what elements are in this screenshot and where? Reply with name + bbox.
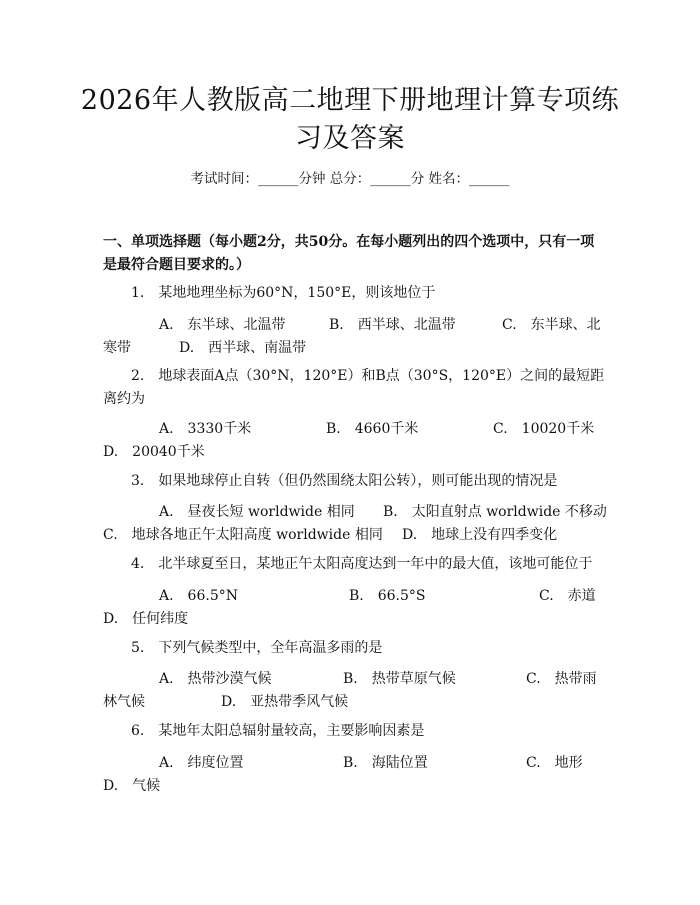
question-6-options [103, 752, 608, 798]
option-c-wrap: 寒带 [103, 340, 131, 356]
question-6-stem: 6. 某地年太阳总辐射量较高，主要影响因素是 [131, 723, 425, 739]
option-d: D. 地球上没有四季变化 [402, 527, 558, 543]
question-3-stem: 3. 如果地球停止自转（但仍然围绕太阳公转），则可能出现的情况是 [131, 473, 558, 489]
option-c-wrap: 林气候 [103, 694, 145, 710]
option-c: C. 赤道 [539, 588, 596, 604]
option-b: B. 66.5°S [349, 588, 426, 604]
option-a: A. 66.5°N [159, 588, 238, 604]
option-a: A. 热带沙漠气候 [159, 671, 272, 687]
option-d: D. 20040千米 [103, 444, 205, 460]
option-b: B. 热带草原气候 [343, 671, 456, 687]
question-2-options [103, 418, 608, 464]
option-c: C. 10020千米 [493, 421, 595, 437]
option-a: A. 3330千米 [159, 421, 252, 437]
question-2-stem: 2. 地球表面A点（30°N，120°E）和B点（30°S，120°E）之间的最短距离约为 [103, 368, 605, 407]
option-a: A. 昼夜长短 worldwide 相同 [159, 504, 355, 520]
option-a: A. 纬度位置 [159, 755, 244, 771]
question-5-options [103, 668, 608, 714]
question-5-stem: 5. 下列气候类型中，全年高温多雨的是 [131, 640, 383, 656]
exam-info-line: 考试时间：______分钟 总分：______分 姓名：______ [190, 171, 510, 187]
question-1-stem: 1. 某地地理坐标为60°N，150°E，则该地位于 [131, 285, 436, 301]
option-b: B. 4660千米 [326, 421, 419, 437]
question-4-options [103, 585, 608, 631]
option-d: D. 西半球、南温带 [179, 340, 307, 356]
option-c: C. 热带雨 [526, 671, 597, 687]
question-1-options [103, 314, 608, 360]
option-d: D. 任何纬度 [103, 611, 189, 627]
section-heading: 一、单项选择题（每小题2分，共50分。在每小题列出的四个选项中，只有一项是最符合题目要求的。） [103, 234, 595, 273]
option-c: C. 地形 [526, 755, 583, 771]
option-a: A. 东半球、北温带 [159, 317, 286, 333]
option-c: C. 地球各地正午太阳高度 worldwide 相同 [103, 527, 383, 543]
option-b: B. 海陆位置 [343, 755, 428, 771]
option-b: B. 西半球、北温带 [329, 317, 456, 333]
option-b: B. 太阳直射点 worldwide 不移动 [383, 504, 607, 520]
document-title: 2026年人教版高二地理下册地理计算专项练习及答案 [80, 85, 620, 154]
option-d: D. 气候 [103, 778, 161, 794]
question-3-options [103, 501, 608, 547]
question-4-stem: 4. 北半球夏至日，某地正午太阳高度达到一年中的最大值，该地可能位于 [131, 556, 593, 572]
option-d: D. 亚热带季风气候 [221, 694, 349, 710]
option-c: C. 东半球、北 [502, 317, 601, 333]
